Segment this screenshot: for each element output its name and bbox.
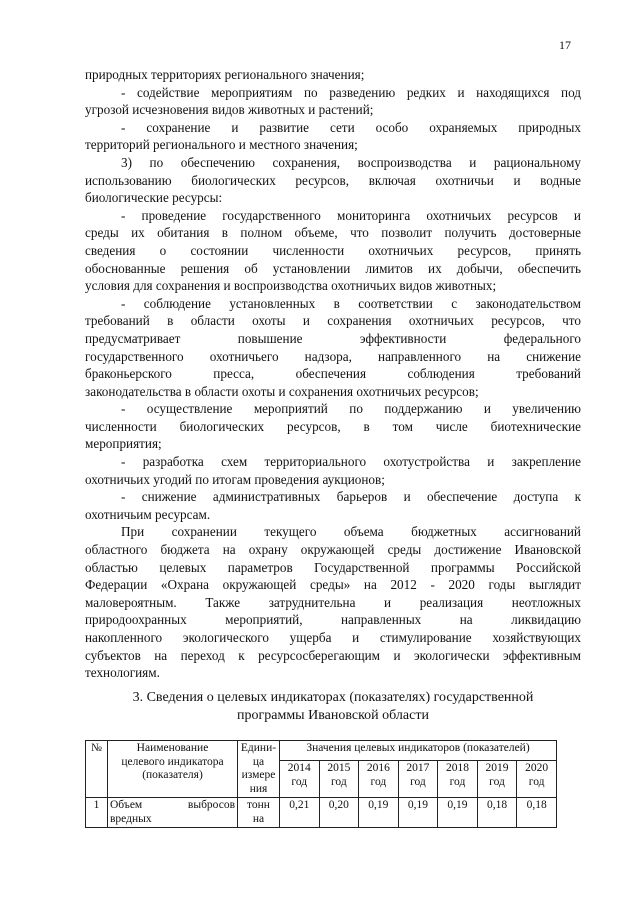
indicator-name-cell: [108, 798, 238, 828]
body-line: предусматривает повышение эффективности федерального: [85, 330, 581, 346]
indicator-value: 0,18: [526, 799, 547, 811]
body-line: технологиям.: [85, 665, 160, 681]
row-number-cell: [86, 798, 108, 828]
header-indicator-name: [108, 741, 238, 798]
year-suffix: год: [449, 775, 466, 788]
header-name-line: Наименование: [136, 742, 209, 754]
year-suffix: год: [370, 775, 387, 788]
value-cell: [477, 798, 517, 828]
body-line: природных территориях регионального значения;: [85, 67, 365, 82]
unit-cell: [238, 798, 280, 828]
body-line: 3) по обеспечению сохранения, воспроизводства и рациональному: [121, 154, 581, 170]
body-line: сведения о состоянии численности охотничьих ресурсов, принять: [85, 242, 581, 258]
year-label: 2019: [485, 762, 509, 775]
document-body: [85, 66, 581, 682]
header-values: Значения целевых индикаторов (показателей): [280, 741, 557, 761]
year-header-cell: [319, 761, 359, 798]
body-line: накопленного экологического ущерба и стимулирование хозяйствующих: [85, 630, 581, 645]
header-unit-line: ца: [252, 755, 265, 768]
body-line: - осуществление мероприятий по поддержанию и увеличению: [121, 401, 581, 417]
body-line: условия для сохранения и воспроизводства охотничьих видов животных;: [85, 278, 497, 294]
indicators-table: [85, 740, 557, 828]
year-suffix: год: [291, 775, 308, 788]
unit-line: на: [252, 812, 265, 825]
body-line: охотничьим ресурсам.: [85, 506, 211, 522]
indicator-value: 0,18: [486, 799, 508, 811]
year-header-cell: [280, 761, 320, 798]
header-unit-line: ния: [249, 782, 268, 795]
body-line: биологические ресурсы:: [85, 190, 223, 206]
section-heading-line2: программы Ивановской области: [237, 708, 429, 723]
body-line: использованию биологических ресурсов, включая охотничьи и водные: [85, 172, 581, 188]
indicator-value: 0,19: [407, 799, 428, 811]
year-label: 2014: [287, 762, 311, 775]
year-label: 2018: [445, 762, 469, 775]
header-number: №: [86, 741, 108, 798]
body-line: среды их обитания в полном объеме, что позволит получить достоверные: [85, 225, 581, 241]
body-line: При сохранении текущего объема бюджетных ассигнований: [121, 524, 581, 540]
header-unit-line: измере: [241, 769, 276, 781]
header-unit: [238, 741, 280, 798]
section-heading: [85, 689, 581, 725]
indicator-name-line: вредных: [110, 812, 152, 825]
year-header-cell: [438, 761, 478, 798]
body-line: областью целевых параметров Государственной программы Российской: [85, 559, 581, 575]
year-label: 2016: [366, 762, 390, 775]
header-name-line: целевого индикатора: [121, 755, 224, 768]
body-line: законодательства в области охоты и сохранения охотничьих ресурсов;: [85, 383, 479, 399]
body-line: численности биологических ресурсов, в том числе биотехнические: [85, 418, 581, 434]
year-label: 2020: [525, 762, 549, 775]
year-header-cell: [398, 761, 438, 798]
indicator-value: 0,19: [447, 799, 468, 811]
year-suffix: год: [489, 775, 505, 788]
year-suffix: год: [330, 775, 347, 788]
value-cell: [438, 798, 478, 828]
year-header-cell: [517, 761, 557, 798]
header-unit-line: Едини-: [240, 742, 277, 754]
body-line: - снижение административных барьеров и обеспечение доступа к: [121, 489, 581, 505]
body-line: обоснованные решения об установлении лимитов их добычи, обеспечить: [85, 260, 581, 276]
value-cell: [398, 798, 438, 828]
body-line: - проведение государственного мониторинга охотничьих ресурсов и: [121, 207, 581, 223]
year-suffix: год: [528, 775, 545, 788]
body-line: мероприятия;: [85, 436, 162, 452]
year-suffix: год: [410, 775, 426, 788]
body-line: Федерации «Охрана окружающей среды» на 2012 - 2020 годы выглядит: [85, 577, 581, 593]
body-line: браконьерского пресса, обеспечения соблюдения требований: [85, 366, 581, 382]
body-line: требований в области охоты и сохранения охотничьих ресурсов, что: [85, 313, 581, 329]
body-line: - разработка схем территориального охотустройства и закрепление: [121, 454, 581, 470]
indicator-value: 0,19: [368, 799, 389, 811]
body-line: природоохранных мероприятий, направленных на ликвидацию: [85, 612, 581, 628]
value-cell: [517, 798, 557, 828]
row-number: 1: [93, 799, 100, 811]
body-line: маловероятным. Также затруднительна и реализация неотложных: [85, 594, 581, 610]
value-cell: [280, 798, 320, 828]
year-label: 2017: [406, 762, 430, 775]
indicator-value: 0,21: [289, 799, 310, 811]
body-line: - содействие мероприятиям по разведению редких и находящихся под: [121, 84, 581, 100]
unit-line: тонн: [247, 799, 270, 811]
header-name-line: (показателя): [142, 769, 203, 781]
body-line: - соблюдение установленных в соответствии с законодательством: [121, 295, 581, 311]
value-cell: [319, 798, 359, 828]
body-line: субъектов на переход к ресурсосберегающим и экологически эффективным: [85, 647, 581, 663]
table-row: [86, 798, 557, 828]
indicator-value: 0,20: [328, 799, 349, 811]
body-line: государственного охотничьего надзора, направленного на снижение: [85, 348, 581, 364]
year-header-cell: [477, 761, 517, 798]
year-header-cell: [359, 761, 399, 798]
value-cell: [359, 798, 399, 828]
page-number: 17: [559, 38, 571, 52]
body-line: охотничьих угодий по итогам проведения аукционов;: [85, 471, 385, 487]
section-heading-line1: 3. Сведения о целевых индикаторах (показателях) государственной: [132, 690, 534, 705]
table-header-row: [86, 741, 557, 761]
body-line: - сохранение и развитие сети особо охраняемых природных: [121, 119, 581, 135]
indicator-name-line: Объем выбросов: [110, 799, 235, 811]
body-line: территорий регионального и местного значения;: [85, 137, 358, 153]
body-line: областного бюджета на охрану окружающей среды достижение Ивановской: [85, 542, 581, 558]
year-label: 2015: [327, 762, 351, 775]
body-line: угрозой исчезновения видов животных и растений;: [85, 102, 374, 118]
